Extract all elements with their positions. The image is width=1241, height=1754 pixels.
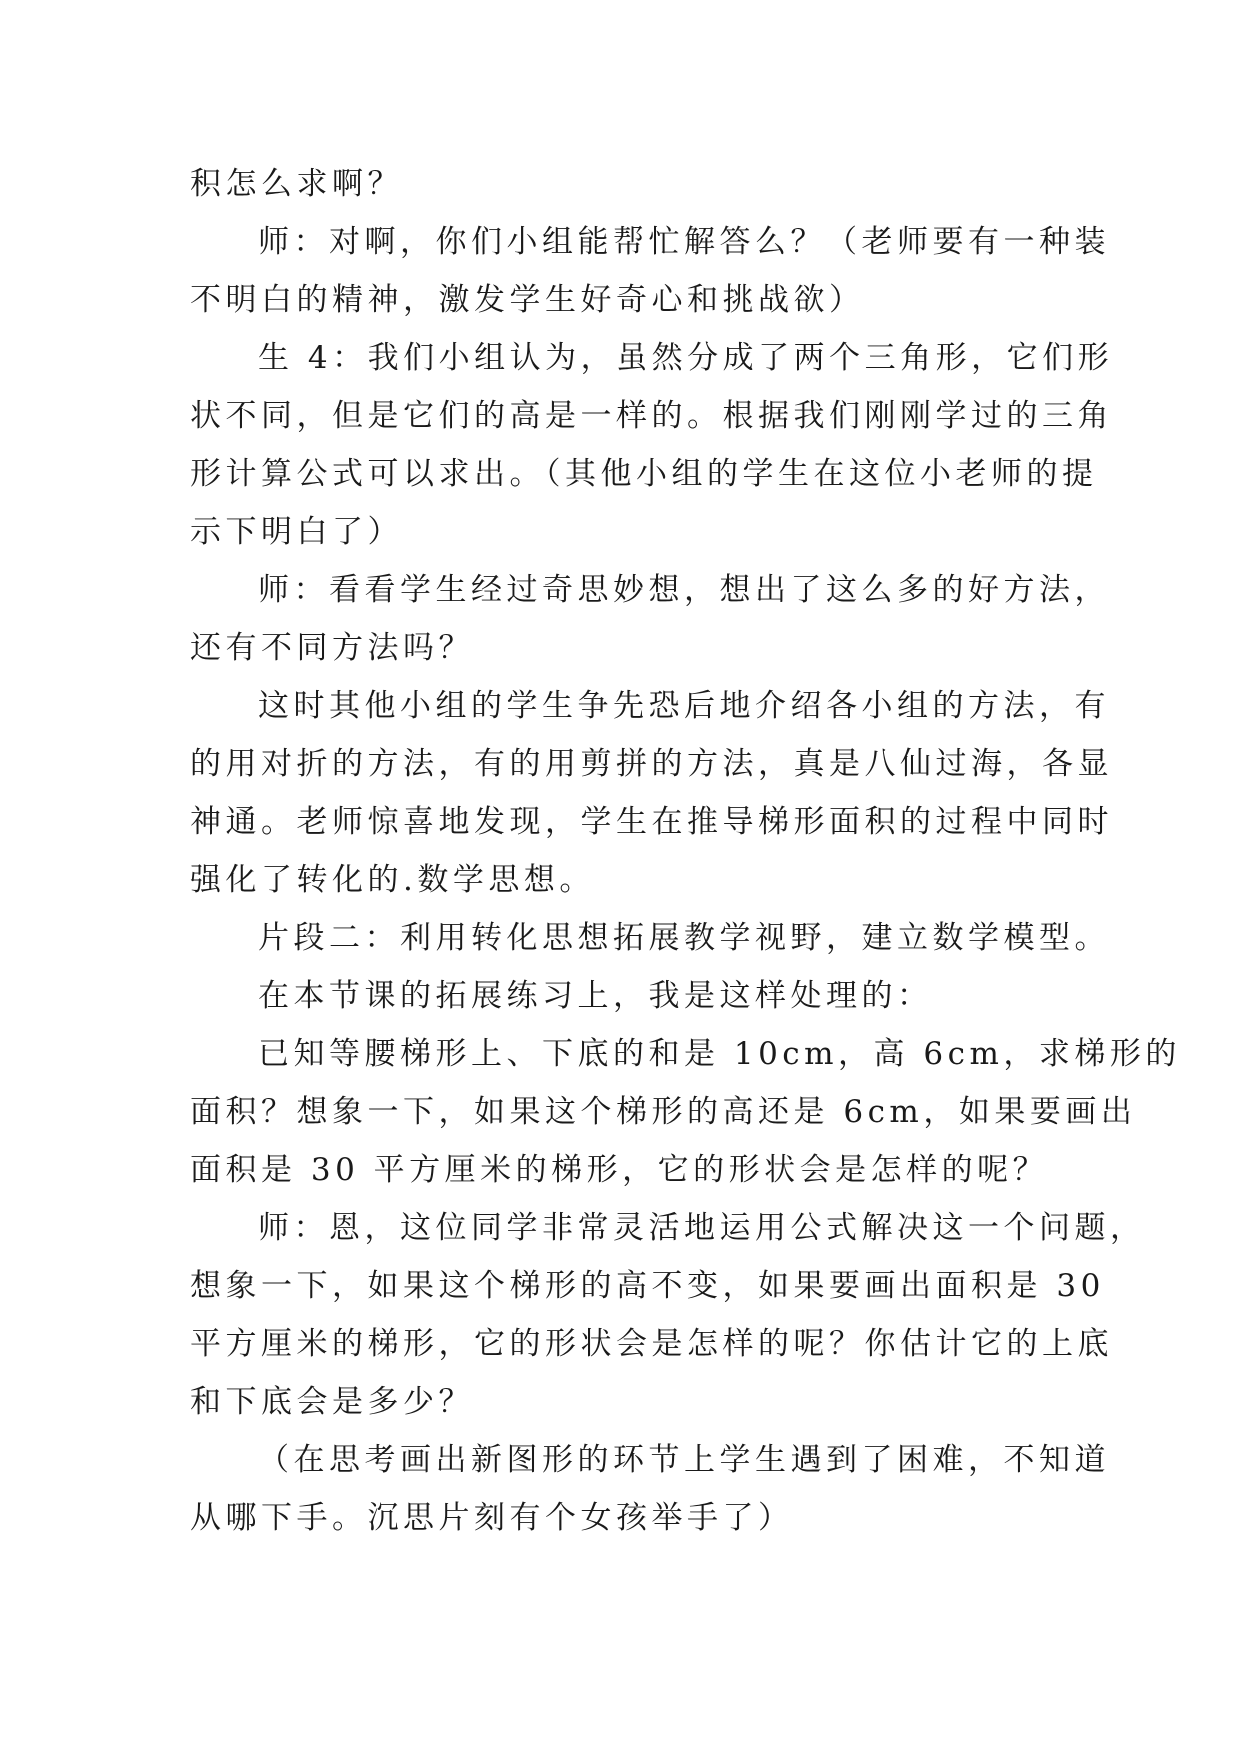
text-line: 积怎么求啊？ xyxy=(190,166,403,202)
text-line: 和下底会是多少？ xyxy=(190,1384,474,1420)
text-line: 强化了转化的.数学思想。 xyxy=(190,862,595,898)
text-line: 的用对折的方法，有的用剪拼的方法，真是八仙过海，各显 xyxy=(190,746,1113,782)
text-line: 想象一下，如果这个梯形的高不变，如果要画出面积是 30 xyxy=(190,1268,1105,1304)
text-line: 在本节课的拓展练习上，我是这样处理的： xyxy=(258,978,933,1014)
text-line: 平方厘米的梯形，它的形状会是怎样的呢？你估计它的上底 xyxy=(190,1326,1113,1362)
text-line: 神通。老师惊喜地发现，学生在推导梯形面积的过程中同时 xyxy=(190,804,1113,840)
text-line: 师：看看学生经过奇思妙想，想出了这么多的好方法， xyxy=(258,572,1110,608)
text-line: 形计算公式可以求出。（其他小组的学生在这位小老师的提 xyxy=(190,456,1098,492)
text-line: 面积？想象一下，如果这个梯形的高还是 6cm，如果要画出 xyxy=(190,1094,1137,1130)
text-line: 示下明白了） xyxy=(190,514,403,550)
text-line: 状不同，但是它们的高是一样的。根据我们刚刚学过的三角 xyxy=(190,398,1113,434)
text-line: 面积是 30 平方厘米的梯形，它的形状会是怎样的呢？ xyxy=(190,1152,1049,1188)
text-line: 师：恩，这位同学非常灵活地运用公式解决这一个问题， xyxy=(258,1210,1146,1246)
text-line: 这时其他小组的学生争先恐后地介绍各小组的方法，有 xyxy=(258,688,1110,724)
text-line: 不明白的精神，激发学生好奇心和挑战欲） xyxy=(190,282,865,318)
text-line: 还有不同方法吗？ xyxy=(190,630,474,666)
document-body xyxy=(190,155,1181,1547)
text-line: （在思考画出新图形的环节上学生遇到了困难，不知道 xyxy=(258,1442,1110,1478)
text-line: 从哪下手。沉思片刻有个女孩举手了） xyxy=(190,1500,794,1536)
text-line: 生 4：我们小组认为，虽然分成了两个三角形，它们形 xyxy=(258,340,1114,376)
text-line: 已知等腰梯形上、下底的和是 10cm，高 6cm，求梯形的 xyxy=(258,1036,1181,1072)
section-heading: 片段二：利用转化思想拓展教学视野，建立数学模型。 xyxy=(258,920,1110,956)
text-line: 师：对啊，你们小组能帮忙解答么？（老师要有一种装 xyxy=(258,224,1110,260)
